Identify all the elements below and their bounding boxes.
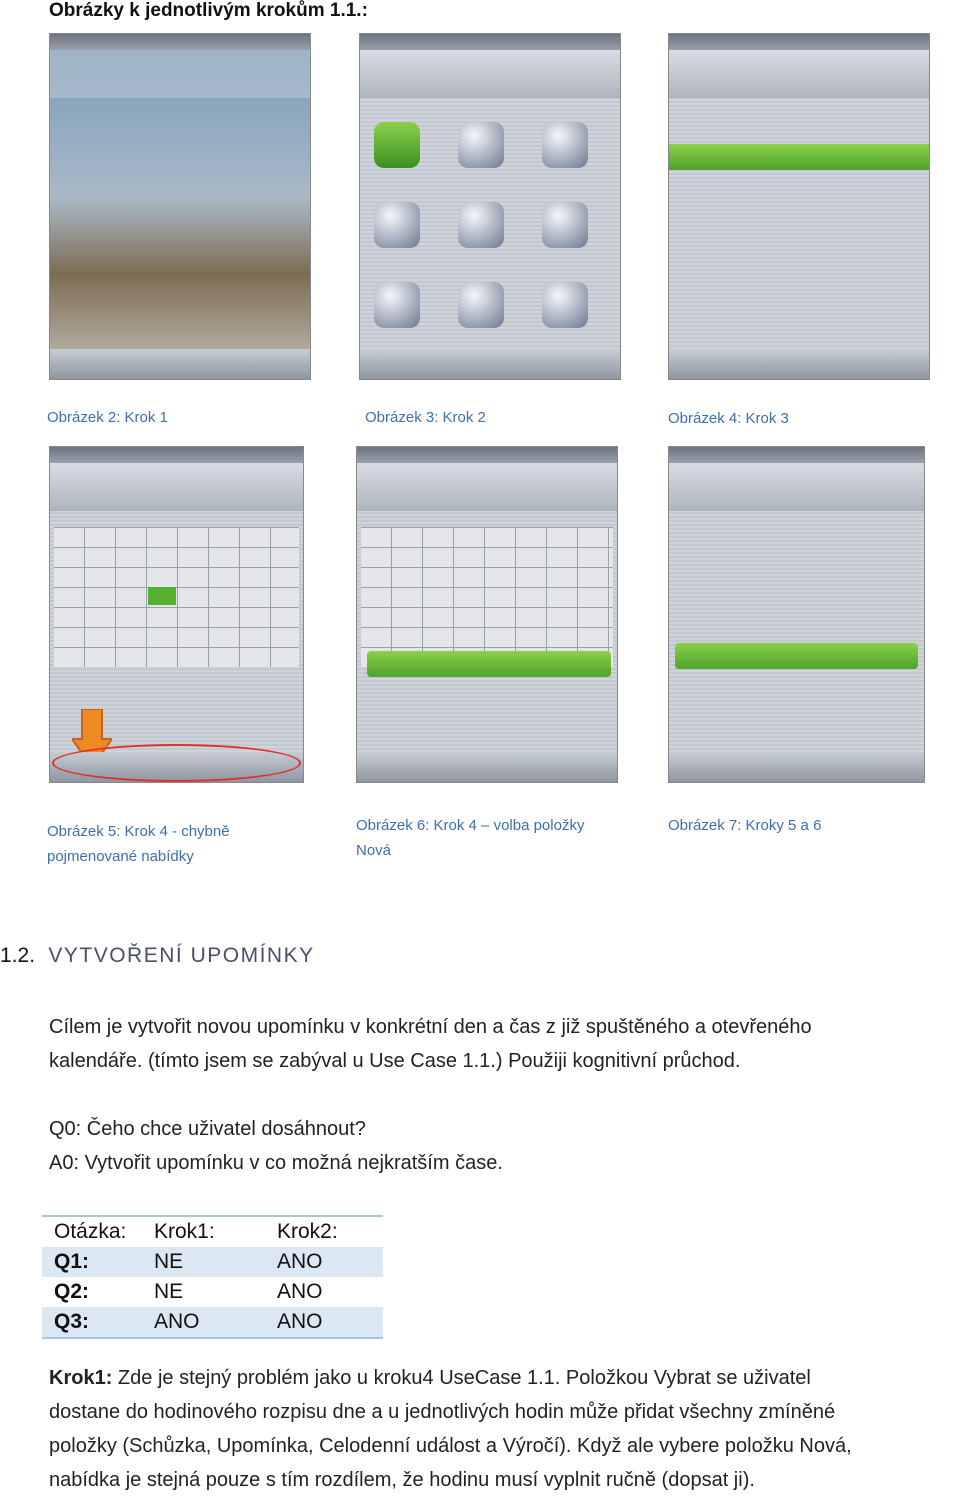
figure-caption-5: Obrázek 5: Krok 4 - chybně pojmenované nabídky [47,823,230,865]
intro-paragraph: Cílem je vytvořit novou upomínku v konkrétní den a čas z již spuštěného a otevřeného kalendáře. (tímto jsem se zabýval u Use Case 1.1.) Použiji kognitivní průchod. [49,1016,812,1072]
krok1-paragraph: Krok1: Zde je stejný problém jako u kroku4 UseCase 1.1. Položkou Vybrat se uživatel dostane do hodinového rozpisu dne a u jednotlivých hodin může přidat všechny zmíněné položky (Schůzka, Upomínka, Celodenní událost a Výročí). Když ale vybere položku Nová, nabídka je stejná pouze s tím rozdílem, že hodinu musí vyplnit ručně (dopsat ji). [49,1367,852,1491]
table-row: Q3: ANO ANO [42,1307,383,1338]
phone-photo-anniversary-form [668,446,925,783]
evaluation-table [42,1215,383,1339]
a0-answer: A0: Vytvořit upomínku v co možná nejkratším čase. [49,1152,503,1174]
phone-photo-main-menu [359,33,621,380]
table-row: Q2: NE ANO [54,1280,323,1303]
figure-caption-4: Obrázek 4: Krok 3 [668,410,789,427]
highlight-oval [52,744,301,782]
figure-caption-7: Obrázek 7: Kroky 5 a 6 [668,817,822,834]
table-header-row: Otázka: Krok1: Krok2: [42,1216,383,1247]
figure-caption-2: Obrázek 2: Krok 1 [47,409,168,426]
figure-caption-3: Obrázek 3: Krok 2 [365,409,486,426]
section-heading: 1.2. VYTVOŘENÍ UPOMÍNKY [0,944,315,967]
figure-caption-6: Obrázek 6: Krok 4 – volba položky Nová [356,817,585,859]
phone-photo-calendar-new-menu [356,446,618,783]
page-heading: Obrázky k jednotlivým krokům 1.1.: [49,0,368,21]
phone-photo-calendar-month [49,446,304,783]
table-row: Q1: NE ANO [42,1247,383,1277]
phone-photo-home-screen [49,33,311,380]
q0-question: Q0: Čeho chce uživatel dosáhnout? [49,1118,366,1140]
phone-photo-organizer-menu [668,33,930,380]
